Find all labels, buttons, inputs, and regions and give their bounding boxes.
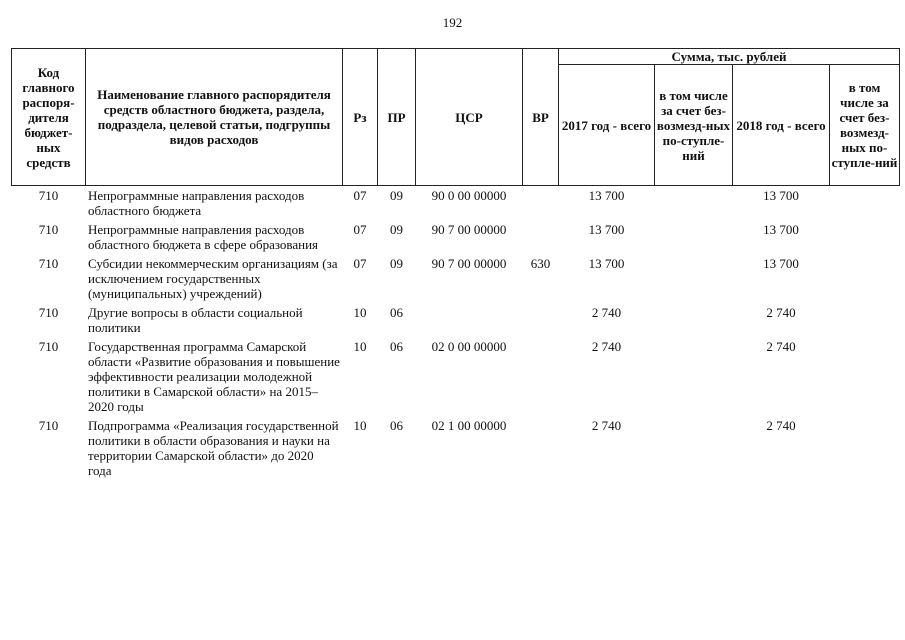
cell-vr <box>523 416 559 480</box>
table-row <box>12 254 900 303</box>
cell-csr: 02 1 00 00000 <box>431 418 507 433</box>
cell-rz: 07 <box>353 222 367 237</box>
cell-rz: 07 <box>353 256 367 271</box>
cell-vr <box>523 303 559 337</box>
table-row <box>12 416 900 480</box>
cell-name: Субсидии некоммерческим организациям (за исключением государственных (муниципальных) учреждений) <box>88 256 338 301</box>
table-row <box>12 303 900 337</box>
cell-vr <box>523 220 559 254</box>
cell-pr: 06 <box>390 418 403 433</box>
cell-code: 710 <box>38 222 59 237</box>
cell-2018-total: 13 700 <box>763 188 799 203</box>
cell-pr: 09 <box>390 222 403 237</box>
cell-2017-incl <box>655 254 733 303</box>
cell-2017-total: 2 740 <box>591 418 622 433</box>
cell-code: 710 <box>38 305 59 320</box>
header-code: Код главного распоря-дителя бюджет-ных средств <box>12 49 86 186</box>
cell-csr: 02 0 00 00000 <box>431 339 507 354</box>
cell-2018-incl <box>830 254 900 303</box>
cell-2017-total: 13 700 <box>588 256 625 271</box>
cell-code: 710 <box>38 256 59 271</box>
cell-rz: 10 <box>353 418 367 433</box>
cell-code: 710 <box>38 339 59 354</box>
cell-2018-total: 13 700 <box>763 256 799 271</box>
cell-rz: 10 <box>353 305 367 320</box>
cell-2017-incl <box>655 220 733 254</box>
cell-2017-incl <box>655 186 733 221</box>
header-vr: ВР <box>523 49 559 186</box>
page-number: 192 <box>442 15 463 30</box>
cell-2017-total: 2 740 <box>591 305 622 320</box>
cell-pr: 06 <box>390 305 403 320</box>
cell-name: Непрограммные направления расходов областного бюджета <box>88 188 305 218</box>
cell-2018-total: 13 700 <box>763 222 799 237</box>
header-2017-total: 2017 год - всего <box>559 65 655 186</box>
header-2017-incl: в том числе за счет без-возмезд-ных по-ступле-ний <box>655 65 733 186</box>
cell-name: Непрограммные направления расходов областного бюджета в сфере образования <box>88 222 319 252</box>
cell-2018-total: 2 740 <box>766 305 796 320</box>
cell-code: 710 <box>38 418 59 433</box>
cell-vr: 630 <box>530 256 551 271</box>
header-sum: Сумма, тыс. рублей <box>559 49 900 65</box>
cell-name: Государственная программа Самарской области «Развитие образования и повышение эффективности реализации молодежной политики в Самарской области» на 2015–2020 годы <box>88 339 340 414</box>
cell-pr: 09 <box>390 188 403 203</box>
cell-csr: 90 0 00 00000 <box>431 188 507 203</box>
cell-vr <box>523 337 559 416</box>
cell-2018-total: 2 740 <box>766 339 796 354</box>
cell-2017-incl <box>655 303 733 337</box>
cell-2017-total: 13 700 <box>588 188 625 203</box>
header-2018-total: 2018 год - всего <box>733 65 830 186</box>
cell-2018-incl <box>830 303 900 337</box>
cell-2017-total: 2 740 <box>591 339 622 354</box>
cell-rz: 10 <box>353 339 367 354</box>
cell-pr: 06 <box>390 339 403 354</box>
cell-code: 710 <box>38 188 59 203</box>
budget-table <box>11 48 900 480</box>
table-row <box>12 220 900 254</box>
cell-name: Подпрограмма «Реализация государственной политики в области образования и науки на территории Самарской области» до 2020 года <box>88 418 339 478</box>
cell-2017-total: 13 700 <box>588 222 625 237</box>
cell-2018-total: 2 740 <box>766 418 796 433</box>
cell-rz: 07 <box>353 188 367 203</box>
cell-name: Другие вопросы в области социальной политики <box>88 305 303 335</box>
cell-2018-incl <box>830 186 900 221</box>
cell-csr: 90 7 00 00000 <box>431 222 507 237</box>
cell-2018-incl <box>830 337 900 416</box>
cell-csr <box>416 303 523 337</box>
header-2018-incl: в том числе за счет без-возмезд-ных по-ступле-ний <box>830 65 900 186</box>
header-csr: ЦСР <box>416 49 523 186</box>
cell-2017-incl <box>655 337 733 416</box>
cell-vr <box>523 186 559 221</box>
header-name: Наименование главного распорядителя средств областного бюджета, раздела, подраздела, целевой статьи, подгруппы видов расходов <box>86 49 343 186</box>
header-pr: ПР <box>378 49 416 186</box>
cell-2018-incl <box>830 220 900 254</box>
table-row <box>12 337 900 416</box>
header-rz: Рз <box>343 49 378 186</box>
cell-2018-incl <box>830 416 900 480</box>
cell-pr: 09 <box>390 256 403 271</box>
cell-csr: 90 7 00 00000 <box>431 256 507 271</box>
table-row <box>12 186 900 221</box>
cell-2017-incl <box>655 416 733 480</box>
